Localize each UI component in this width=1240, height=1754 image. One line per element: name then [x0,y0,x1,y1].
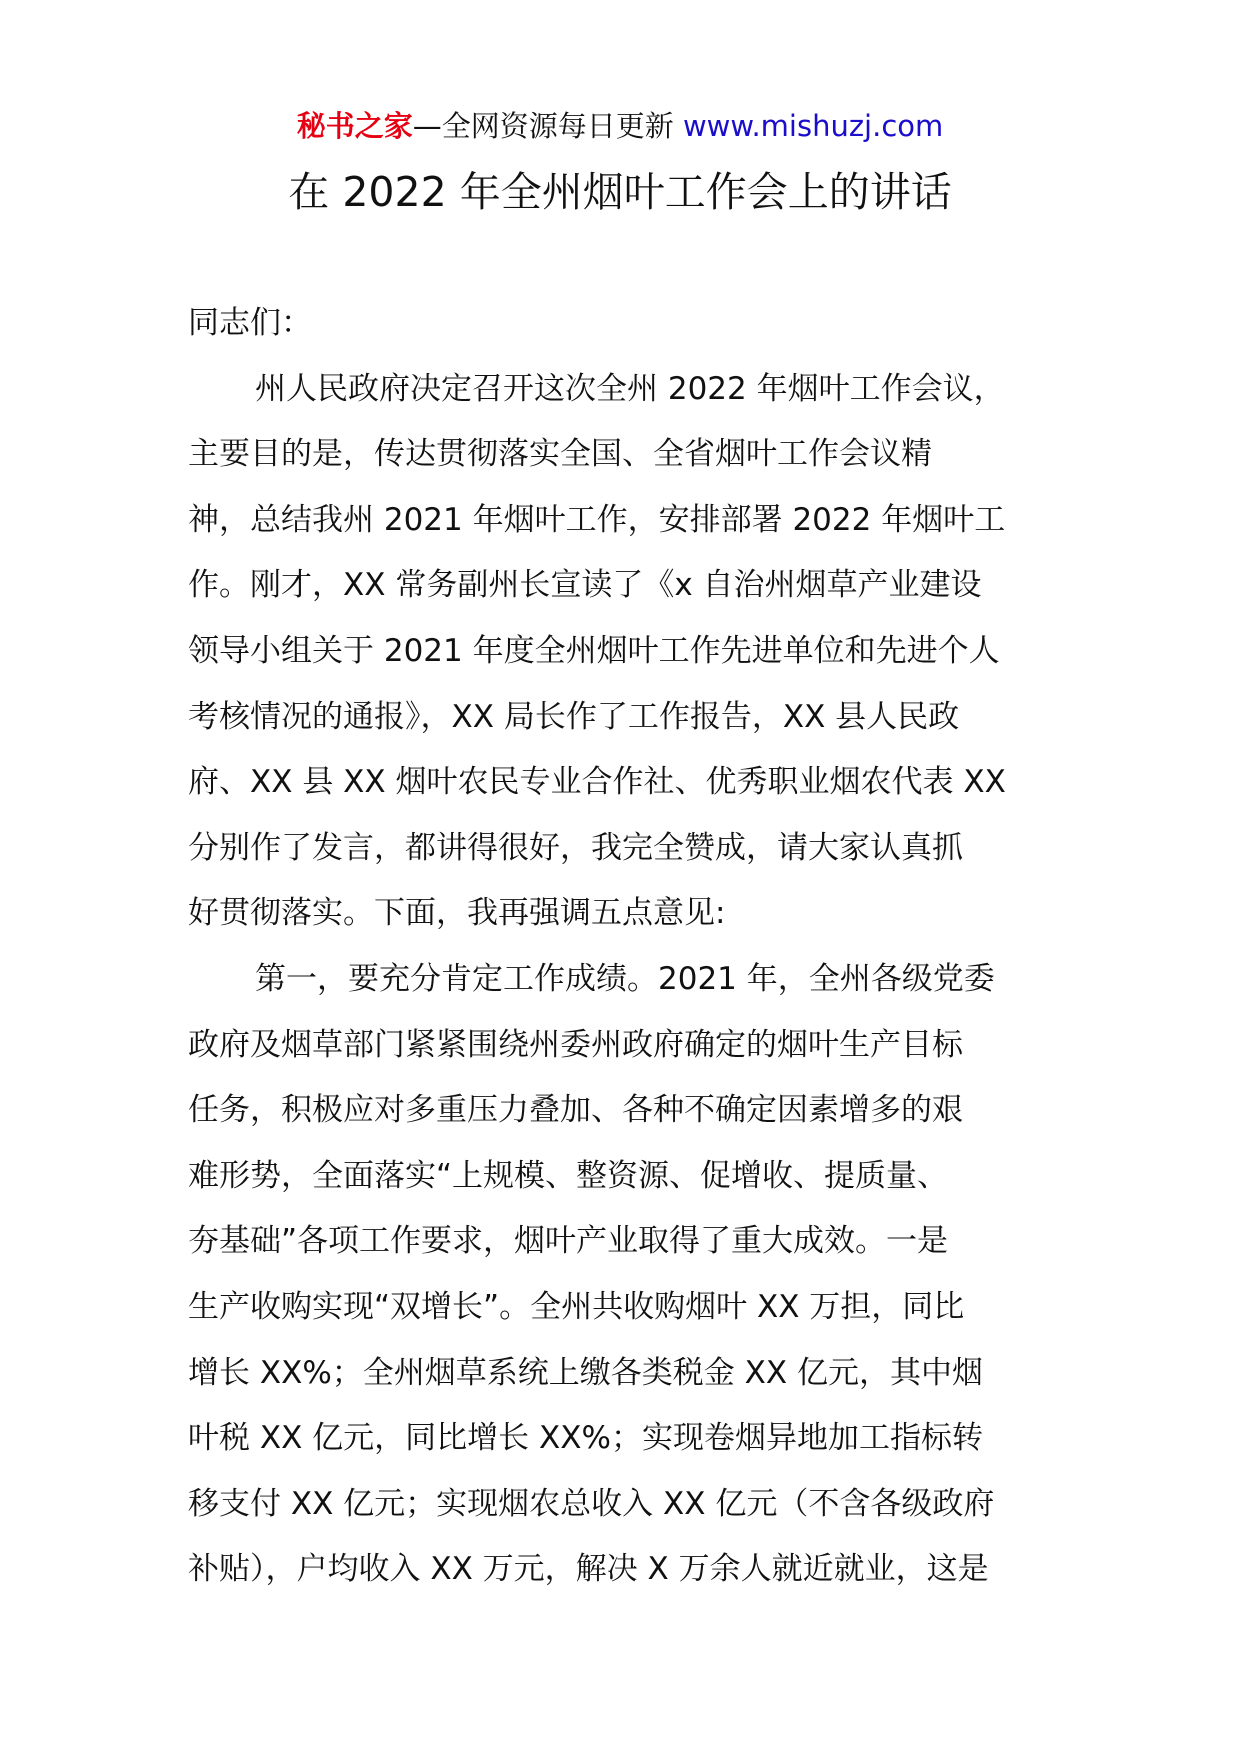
salutation-line: 同志们： [188,305,312,341]
body-line: 考核情况的通报》，XX 局长作了工作报告，XX 县人民政 [188,698,960,735]
body-line: 补贴），户均收入 XX 万元，解决 X 万余人就近就业，这是 [188,1551,989,1588]
body-line: 神，总结我州 2021 年烟叶工作，安排部署 2022 年烟叶工 [188,501,1006,538]
body-line: 生产收购实现“双增长”。全州共收购烟叶 XX 万担，同比 [188,1288,965,1325]
body-line: 任务，积极应对多重压力叠加、各种不确定因素增多的艰 [188,1092,963,1129]
site-url-link[interactable]: www.mishuzj.com [682,109,944,143]
body-line: 难形势，全面落实“上规模、整资源、促增收、提质量、 [188,1157,949,1194]
body-line: 作。刚才，XX 常务副州长宣读了《x 自治州烟草产业建设 [188,567,982,604]
body-line: 叶税 XX 亿元，同比增长 XX%；实现卷烟异地加工指标转 [188,1420,983,1457]
document-body [188,291,1068,1603]
site-banner [0,104,1240,148]
body-line: 夯基础”各项工作要求，烟叶产业取得了重大成效。一是 [188,1223,949,1260]
body-line: 府、XX 县 XX 烟叶农民专业合作社、优秀职业烟农代表 XX [188,764,1006,801]
body-line: 增长 XX%；全州烟草系统上缴各类税金 XX 亿元，其中烟 [188,1354,983,1391]
body-line: 第一，要充分肯定工作成绩。2021 年，全州各级党委 [255,960,995,997]
body-line: 主要目的是，传达贯彻落实全国、全省烟叶工作会议精 [188,436,932,473]
body-line: 分别作了发言，都讲得很好，我完全赞成，请大家认真抓 [188,829,963,866]
body-line: 州人民政府决定召开这次全州 2022 年烟叶工作会议， [255,370,1005,407]
site-brand: 秘书之家 [296,109,413,143]
body-line: 领导小组关于 2021 年度全州烟叶工作先进单位和先进个人 [188,632,1000,669]
document-title: 在 2022 年全州烟叶工作会上的讲话 [288,168,952,216]
site-tagline: —全网资源每日更新 [412,109,683,143]
body-line: 政府及烟草部门紧紧围绕州委州政府确定的烟叶生产目标 [188,1026,963,1063]
body-line: 好贯彻落实。下面，我再强调五点意见: [188,895,726,932]
body-line: 移支付 XX 亿元；实现烟农总收入 XX 亿元（不含各级政府 [188,1485,995,1522]
